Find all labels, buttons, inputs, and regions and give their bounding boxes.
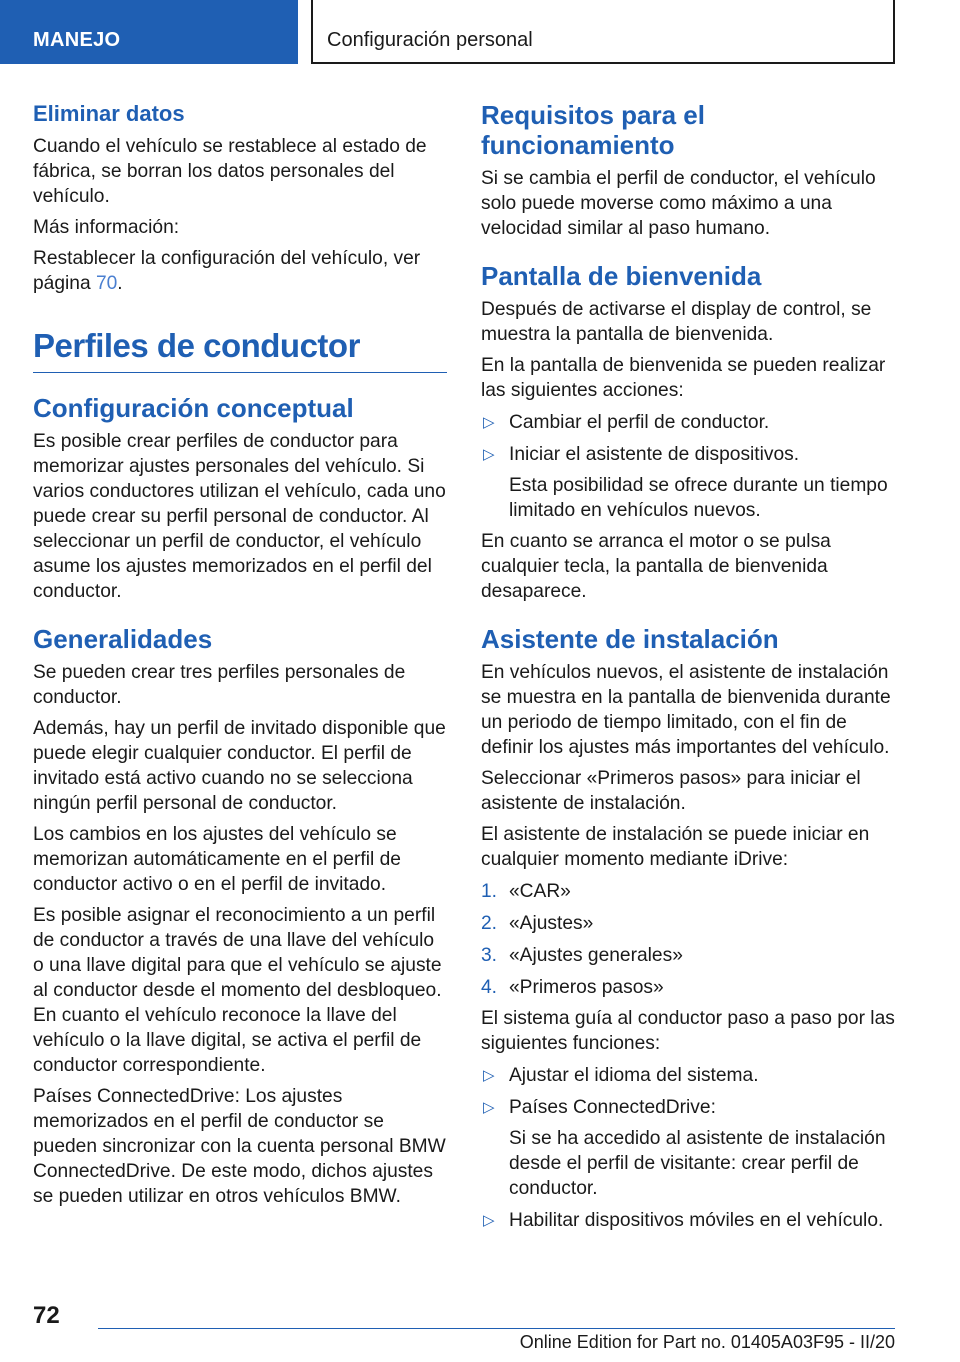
heading-general: Generalidades	[33, 624, 213, 654]
bullet-triangle-icon: ▷	[483, 1212, 495, 1229]
numbered-step	[481, 911, 895, 936]
list-item-note: Si se ha accedido al asistente de instalación desde el perfil de visitante: crear perfil de conductor.	[509, 1128, 886, 1199]
footer-divider	[98, 1328, 895, 1329]
list-item-text: Iniciar el asistente de dispositivos.	[509, 444, 800, 465]
left-column	[33, 100, 447, 1209]
numbered-step	[481, 943, 895, 968]
list-item	[481, 1095, 895, 1120]
heading-setup-assistant: Asistente de instalación	[481, 624, 779, 654]
paragraph	[33, 246, 447, 296]
list-item	[481, 1063, 895, 1088]
paragraph-text: .	[117, 273, 123, 294]
paragraph: Cuando el vehículo se restablece al estado de fábrica, se borran los datos personales del vehículo.	[33, 136, 427, 207]
paragraph: Es posible crear perfiles de conductor para memorizar ajustes personales del vehículo. Si varios conductores utilizan el vehículo, cada uno puede crear su perfil personal de conductor. Al seleccionar un perfil de conductor, el vehículo asume los ajustes memorizados en el perfil del conductor.	[33, 431, 446, 602]
heading-welcome-screen: Pantalla de bienvenida	[481, 261, 762, 291]
paragraph: En la pantalla de bienvenida se pueden realizar las siguientes acciones:	[481, 355, 886, 401]
step-text: «Ajustes»	[509, 913, 594, 934]
paragraph: Si se cambia el perfil de conductor, el vehículo solo puede moverse como máximo a una velocidad similar al paso humano.	[481, 168, 876, 239]
list-item-text: Países ConnectedDrive:	[509, 1097, 716, 1118]
paragraph: En cuanto se arranca el motor o se pulsa cualquier tecla, la pantalla de bienvenida desaparece.	[481, 531, 831, 602]
right-column	[481, 100, 895, 1233]
paragraph: Después de activarse el display de control, se muestra la pantalla de bienvenida.	[481, 299, 872, 345]
paragraph-text: Restablecer la configuración del vehículo, ver página	[33, 248, 421, 294]
step-text: «Ajustes generales»	[509, 945, 683, 966]
heading-requirements: Requisitos para el funcionamiento	[481, 100, 705, 160]
paragraph: Además, hay un perfil de invitado disponible que puede elegir cualquier conductor. El perfil de invitado está activo cuando no se selecciona ningún perfil personal de conductor.	[33, 718, 446, 814]
page-number: 72	[33, 1302, 60, 1329]
paragraph: El asistente de instalación se puede iniciar en cualquier momento mediante iDrive:	[481, 824, 870, 870]
numbered-step	[481, 975, 895, 1000]
list-item	[481, 1208, 895, 1233]
paragraph: El sistema guía al conductor paso a paso por las siguientes funciones:	[481, 1008, 895, 1054]
chapter-header: Configuración personal	[311, 0, 895, 64]
bullet-triangle-icon: ▷	[483, 446, 495, 463]
bullet-triangle-icon: ▷	[483, 414, 495, 431]
paragraph: Más información:	[33, 217, 180, 238]
list-item-note: Esta posibilidad se ofrece durante un tiempo limitado en vehículos nuevos.	[509, 475, 888, 521]
heading-concept: Configuración conceptual	[33, 393, 354, 423]
list-item-text: Ajustar el idioma del sistema.	[509, 1065, 759, 1086]
paragraph: Los cambios en los ajustes del vehículo se memorizan automáticamente en el perfil de conductor activo o en el perfil de invitado.	[33, 824, 401, 895]
list-item	[481, 410, 895, 435]
page-link[interactable]: 70	[95, 273, 118, 294]
paragraph: Es posible asignar el reconocimiento a un perfil de conductor a través de una llave del vehículo o una llave digital para que el vehículo se ajuste al conductor desde el momento del desbloqueo. En cuanto el vehículo reconoce la llave del vehículo o la llave digital, se activa el perfil de conductor correspondiente.	[33, 905, 442, 1076]
paragraph: En vehículos nuevos, el asistente de instalación se muestra en la pantalla de bienvenida durante un periodo de tiempo limitado, con el fin de definir los ajustes más importantes del vehículo.	[481, 662, 891, 758]
step-text: «CAR»	[509, 881, 571, 902]
heading-driver-profiles: Perfiles de conductor	[33, 326, 447, 373]
step-number: 3.	[481, 945, 498, 966]
paragraph: Países ConnectedDrive: Los ajustes memorizados en el perfil de conductor se pueden sincronizar con la cuenta personal BMW ConnectedDrive. De este modo, dichos ajustes se pueden utilizar en otros vehículos BMW.	[33, 1086, 446, 1207]
bullet-triangle-icon: ▷	[483, 1099, 495, 1116]
step-number: 2.	[481, 913, 498, 934]
paragraph: Se pueden crear tres perfiles personales de conductor.	[33, 662, 406, 708]
heading-delete-data: Eliminar datos	[33, 101, 185, 126]
list-item-text: Habilitar dispositivos móviles en el vehículo.	[509, 1210, 884, 1231]
numbered-step	[481, 879, 895, 904]
list-item	[481, 442, 895, 467]
paragraph: Seleccionar «Primeros pasos» para iniciar el asistente de instalación.	[481, 768, 861, 814]
section-tab: MANEJO	[0, 0, 298, 64]
footer-edition: Online Edition for Part no. 01405A03F95 - II/20	[519, 1332, 895, 1352]
bullet-triangle-icon: ▷	[483, 1067, 495, 1084]
step-number: 1.	[481, 881, 498, 902]
step-number: 4.	[481, 977, 498, 998]
step-text: «Primeros pasos»	[509, 977, 664, 998]
list-item-text: Cambiar el perfil de conductor.	[509, 412, 770, 433]
